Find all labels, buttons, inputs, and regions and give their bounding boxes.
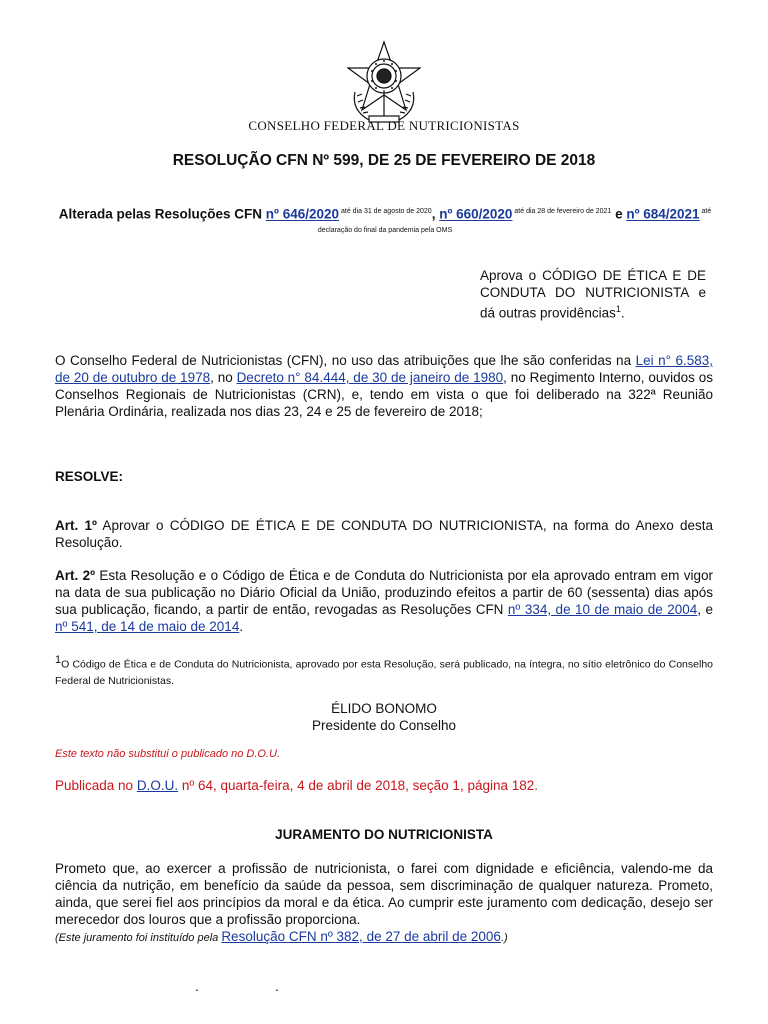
article-2-label: Art. 2º [55, 568, 96, 583]
signatory-name: ÉLIDO BONOMO [331, 701, 437, 716]
preamble-text-1: O Conselho Federal de Nutricionistas (CFN), no uso das atribuições que lhe são conferidas na [55, 353, 636, 368]
bottom-mark: . [275, 978, 279, 994]
resolution-541-link[interactable]: nº 541, de 14 de maio de 2014 [55, 619, 240, 634]
resolution-382-link[interactable]: Resolução CFN nº 382, de 27 de abril de 2006 [221, 929, 501, 944]
article-2-text: Esta Resolução e o Código de Ética e de Conduta do Nutricionista por ela aprovado entram em vigor na data de sua publicação no Diário Oficial da União, produzindo efeitos a partir de 60 (sessenta) dias após sua publicação, ficando, a partir de então, revogadas as Resoluções CFN [55, 568, 713, 617]
brazil-coat-of-arms-icon [347, 40, 421, 126]
publication-prefix: Publicada no [55, 778, 137, 793]
resolution-334-link[interactable]: nº 334, de 10 de maio de 2004 [507, 602, 698, 617]
oath-text: Prometo que, ao exercer a profissão de nutricionista, o farei com dignidade e eficiência, valendo-me da ciência da nutrição, em benefício da saúde da pessoa, sem discriminação de qualquer natureza. Prometo, ainda, que serei fiel aos princípios da moral e da ética. Ao cumprir este juramento com dedicação, desejo ser merecedor dos louros que a profissão proporciona. [55, 861, 713, 927]
bottom-mark: . [195, 978, 199, 994]
article-2-mid: , e [697, 602, 713, 617]
resolution-684-note: até declaração do final da pandemia pela OMS [317, 208, 712, 234]
separator: e [611, 206, 627, 222]
dou-disclaimer: Este texto não substitui o publicado no D.O.U. [55, 748, 281, 760]
article-2 [55, 567, 713, 635]
ementa [480, 267, 706, 322]
oath-title: JURAMENTO DO NUTRICIONISTA [275, 827, 493, 842]
footnote-number: 1 [55, 654, 62, 666]
ementa-end: . [620, 305, 625, 321]
article-1-label: Art. 1º [55, 518, 97, 533]
amendment-prefix: Alterada pelas Resoluções CFN [58, 206, 266, 222]
preamble-text-3: , no Regimento Interno, ouvidos os Conselhos Regionais de Nutricionistas (CRN), e, tendo em vista o que foi deliberado na 322ª Reunião Plenária Ordinária, realizada nos dias 23, 24 e 25 de fevereiro de 2018; [55, 370, 713, 419]
resolution-title: RESOLUÇÃO CFN Nº 599, DE 25 DE FEVEREIRO DE 2018 [172, 152, 596, 169]
article-1-text: Aprovar o CÓDIGO DE ÉTICA E DE CONDUTA DO NUTRICIONISTA, na forma do Anexo desta Resolução. [55, 518, 713, 550]
dou-link[interactable]: D.O.U. [136, 778, 179, 793]
resolution-646-link[interactable]: nº 646/2020 [265, 206, 340, 222]
resolution-684-link[interactable]: nº 684/2021 [626, 206, 700, 222]
publication-info [55, 778, 715, 793]
ementa-text: Aprova o CÓDIGO DE ÉTICA E DE CONDUTA DO NUTRICIONISTA e dá outras providências [480, 268, 706, 321]
amendment-notice [54, 204, 716, 241]
law-6583-link[interactable]: Lei n° 6.583, de 20 de outubro de 1978 [55, 353, 713, 385]
resolution-646-note: até dia 31 de agosto de 2020 [339, 208, 432, 215]
preamble-paragraph [55, 352, 713, 420]
signature-block [0, 700, 768, 734]
article-2-end: . [239, 619, 244, 634]
oath-note [55, 929, 715, 944]
signatory-role: Presidente do Conselho [311, 718, 457, 733]
article-1 [55, 517, 713, 551]
footnote [55, 652, 713, 689]
oath-note-prefix: (Este juramento foi instituído pela [55, 932, 222, 944]
resolution-660-link[interactable]: nº 660/2020 [439, 206, 513, 222]
separator: , [431, 206, 440, 222]
organization-name: CONSELHO FEDERAL DE NUTRICIONISTAS [248, 118, 520, 133]
resolve-heading: RESOLVE: [55, 469, 124, 484]
preamble-text-2: , no [210, 370, 237, 385]
decree-84444-link[interactable]: Decreto n° 84.444, de 30 de janeiro de 1980 [236, 370, 504, 385]
resolution-660-note: até dia 28 de fevereiro de 2021 [512, 208, 612, 215]
footnote-text: O Código de Ética e de Conduta do Nutricionista, aprovado por esta Resolução, será publicado, na íntegra, no sítio eletrônico do Conselho Federal de Nutricionistas. [55, 658, 713, 687]
footnote-marker: 1 [615, 304, 621, 314]
publication-details: nº 64, quarta-feira, 4 de abril de 2018, seção 1, página 182. [178, 778, 539, 793]
oath-note-end: .) [500, 932, 508, 944]
